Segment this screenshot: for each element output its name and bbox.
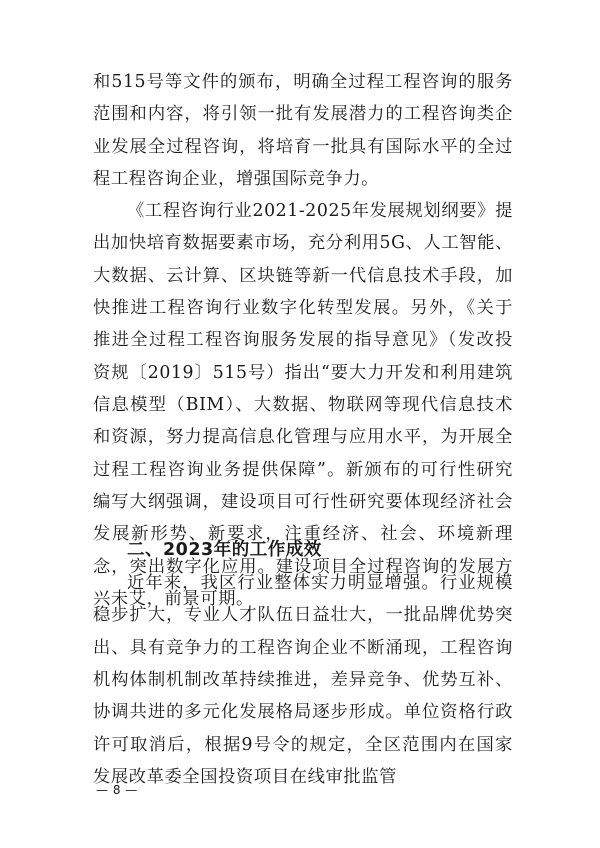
- page-number: — 8 —: [96, 783, 138, 797]
- section-heading: 二、2023年的工作成效: [127, 540, 322, 560]
- paragraph-continued: 和515号等文件的颁布，明确全过程工程咨询的服务范围和内容，将引领一批有发展潜力的工程咨询类企业发展全过程咨询，将培育一批具有国际水平的全过程工程咨询企业，增强国际竞争力。: [93, 72, 513, 190]
- paragraph-achievements: 近年来，我区行业整体实力明显增强。行业规模稳步扩大，专业人才队伍日益壮大，一批品牌优势突出、具有竞争力的工程咨询企业不断涌现，工程咨询机构体制机制改革持续推进，差异竞争、优势互补、协调共进的多元化发展格局逐步形成。单位资格行政许可取消后，根据9号令的规定，全区范围内在国家发展改革委全国投资项目在线审批监管: [93, 573, 513, 788]
- paragraph-digital-transformation: 《工程咨询行业2021-2025年发展规划纲要》提出加快培育数据要素市场，充分利用5G、人工智能、大数据、云计算、区块链等新一代信息技术手段，加快推进工程咨询行业数字化转型发展。另外，《关于推进全过程工程咨询服务发展的指导意见》（发改投资规〔2019〕515号）指出“要大力开发和利用建筑信息模型（BIM）、大数据、物联网等现代信息技术和资源，努力提高信息化管理与应用水平，为开展全过程工程咨询业务提供保障”。新颁布的可行性研究编写大纲强调，建设项目可行性研究要体现经济社会发展新形势、新要求，注重经济、社会、环境新理念，突出数字化应用。建设项目全过程咨询的发展方兴未艾，前景可期。: [93, 201, 513, 610]
